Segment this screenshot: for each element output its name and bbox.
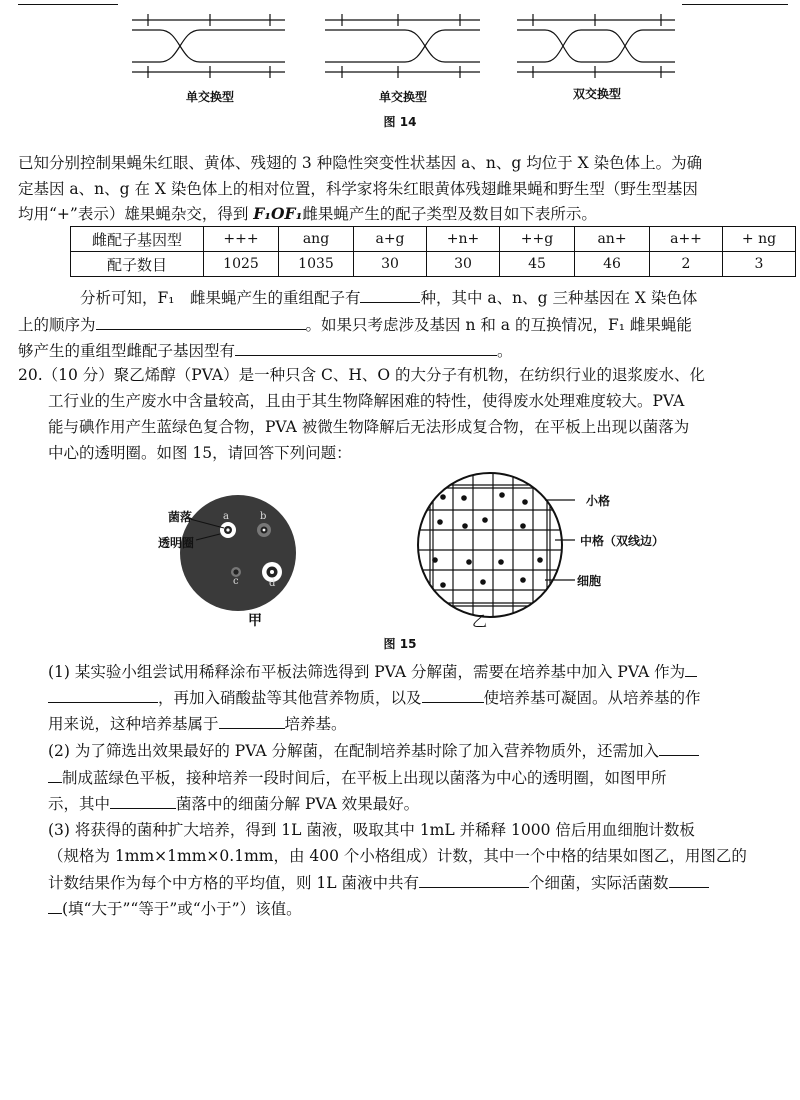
sub2-line-2: 制成蓝绿色平板，接种培养一段时间后，在平板上出现以菌落为中心的透明圈，如图甲所 [48, 764, 800, 791]
label-small-square: 小格 [586, 494, 611, 508]
paragraph-line-2: 定基因 a、n、g 在 X 染色体上的相对位置，科学家将朱红眼黄体残翅雌果蝇和野生型（野生型基因 [18, 180, 698, 198]
gamete-table [70, 226, 796, 277]
table-cell: ang [279, 227, 354, 252]
table-cell: an+ [575, 227, 650, 252]
table-cell: 1035 [279, 252, 354, 277]
figure-14-label-3: 双交换型 [572, 87, 621, 101]
colony-letter-d: d [269, 578, 276, 589]
sub1-line-3: 用来说，这种培养基属于 培养基。 [48, 710, 800, 737]
analysis-line-3: 够产生的重组型雌配子基因型有 。 [18, 337, 788, 364]
label-cell: 细胞 [577, 574, 602, 588]
petri-dish [180, 495, 296, 611]
sub2-line-3: 示，其中 菌落中的细菌分解 PVA 效果最好。 [48, 790, 800, 817]
colony-letter-c: c [233, 576, 239, 587]
table-header-count: 配子数目 [71, 252, 204, 277]
table-cell: 30 [427, 252, 500, 277]
table-cell: + ng [723, 227, 796, 252]
table-header-genotype: 雌配子基因型 [71, 227, 204, 252]
table-cell: +++ [204, 227, 279, 252]
answer-blank[interactable] [48, 764, 62, 783]
cells [432, 492, 543, 588]
q20-line-3: 能与碘作用产生蓝绿色复合物，PVA 被微生物降解后无法形成复合物，在平板上出现以菌落为 [48, 418, 690, 436]
sub3-line-3: 计数结果作为每个中方格的平均值，则 1L 菌液中共有 个细菌，实际活菌数 [48, 869, 800, 896]
analysis-line-1: 分析可知，F₁ 雌果蝇产生的重组配子有 种，其中 a、n、g 三种基因在 X 染色体 [80, 284, 800, 311]
single-crossover-2 [325, 14, 480, 78]
answer-blank[interactable] [235, 337, 497, 356]
figure-15-grid [405, 460, 580, 635]
table-cell: 46 [575, 252, 650, 277]
figure-14-label-1: 单交换型 [185, 90, 234, 104]
table-row-genotypes [71, 227, 796, 252]
colony-b [257, 523, 271, 537]
sub1-line-2: ，再加入硝酸盐等其他营养物质，以及 使培养基可凝固。从培养基的作 [48, 684, 800, 711]
label-jia: 甲 [248, 613, 262, 629]
answer-blank[interactable] [219, 710, 285, 729]
table-cell: 1025 [204, 252, 279, 277]
figure-14-label-2: 单交换型 [378, 90, 427, 104]
top-rule-left [18, 4, 118, 5]
double-crossover [517, 14, 675, 78]
answer-blank[interactable] [110, 790, 176, 809]
answer-blank[interactable] [48, 684, 158, 703]
table-cell: ++g [500, 227, 575, 252]
answer-blank[interactable] [685, 658, 697, 677]
q20-line-4: 中心的透明圈。如图 15，请回答下列问题： [48, 444, 352, 462]
sub3-line-1: (3) 将获得的菌种扩大培养，得到 1L 菌液，吸取其中 1mL 并稀释 1000 倍后用血细胞计数板 [48, 821, 695, 839]
table-cell: a+g [354, 227, 427, 252]
answer-blank[interactable] [419, 869, 529, 888]
table-cell: 30 [354, 252, 427, 277]
table-cell: 45 [500, 252, 575, 277]
table-cell: 2 [650, 252, 723, 277]
table-cell: 3 [723, 252, 796, 277]
figure-15-caption: 图 15 [383, 637, 417, 651]
answer-blank[interactable] [360, 284, 420, 303]
top-rule-right [682, 4, 788, 5]
sub1-line-1: (1) 某实验小组尝试用稀释涂布平板法筛选得到 PVA 分解菌，需要在培养基中加入 PVA 作为 [48, 658, 800, 685]
paragraph-line-1: 已知分别控制果蝇朱红眼、黄体、残翅的 3 种隐性突变性状基因 a、n、g 均位于 X 染色体上。为确 [18, 154, 703, 172]
label-yi: 乙 [472, 612, 488, 630]
colony-a [220, 522, 236, 538]
table-cell: +n+ [427, 227, 500, 252]
label-clear-zone: 透明圈 [158, 536, 195, 550]
analysis-line-2: 上的顺序为 。如果只考虑涉及基因 n 和 a 的互换情况，F₁ 雌果蝇能 [18, 311, 788, 338]
colony-letter-b: b [260, 511, 267, 522]
label-colony: 菌落 [168, 510, 193, 524]
sub2-line-1: (2) 为了筛选出效果最好的 PVA 分解菌，在配制培养基时除了加入营养物质外，还需加入 [48, 737, 800, 764]
answer-blank[interactable] [422, 684, 484, 703]
table-cell: a++ [650, 227, 723, 252]
table-row-counts [71, 252, 796, 277]
sub3-line-2: （规格为 1mm×1mm×0.1mm，由 400 个小格组成）计数，其中一个中格的结果如图乙，用图乙的 [48, 847, 747, 865]
q20-line-2: 工行业的生产废水中含量较高，且由于其生物降解困难的特性，使得废水处理难度较大。PVA [48, 392, 685, 410]
answer-blank[interactable] [669, 869, 709, 888]
label-medium-square: 中格（双线边） [580, 534, 665, 548]
colony-letter-a: a [223, 511, 229, 522]
answer-blank[interactable] [96, 311, 306, 330]
paragraph-line-3: 均用“+”表示）雄果蝇杂交，得到 F₁OF₁雌果蝇产生的配子类型及数目如下表所示。 [18, 204, 597, 223]
single-crossover-1 [132, 14, 285, 78]
figure-14-caption: 图 14 [383, 115, 417, 129]
answer-blank[interactable] [48, 895, 62, 914]
q20-line-1: 20.（10 分）聚乙烯醇（PVA）是一种只含 C、H、O 的大分子有机物，在纺织行业的退浆废水、化 [18, 366, 706, 384]
f1-notation: F₁OF₁ [253, 204, 303, 223]
sub3-line-4: (填“大于”“等于”或“小于”）该值。 [48, 895, 800, 922]
answer-blank[interactable] [659, 737, 699, 756]
